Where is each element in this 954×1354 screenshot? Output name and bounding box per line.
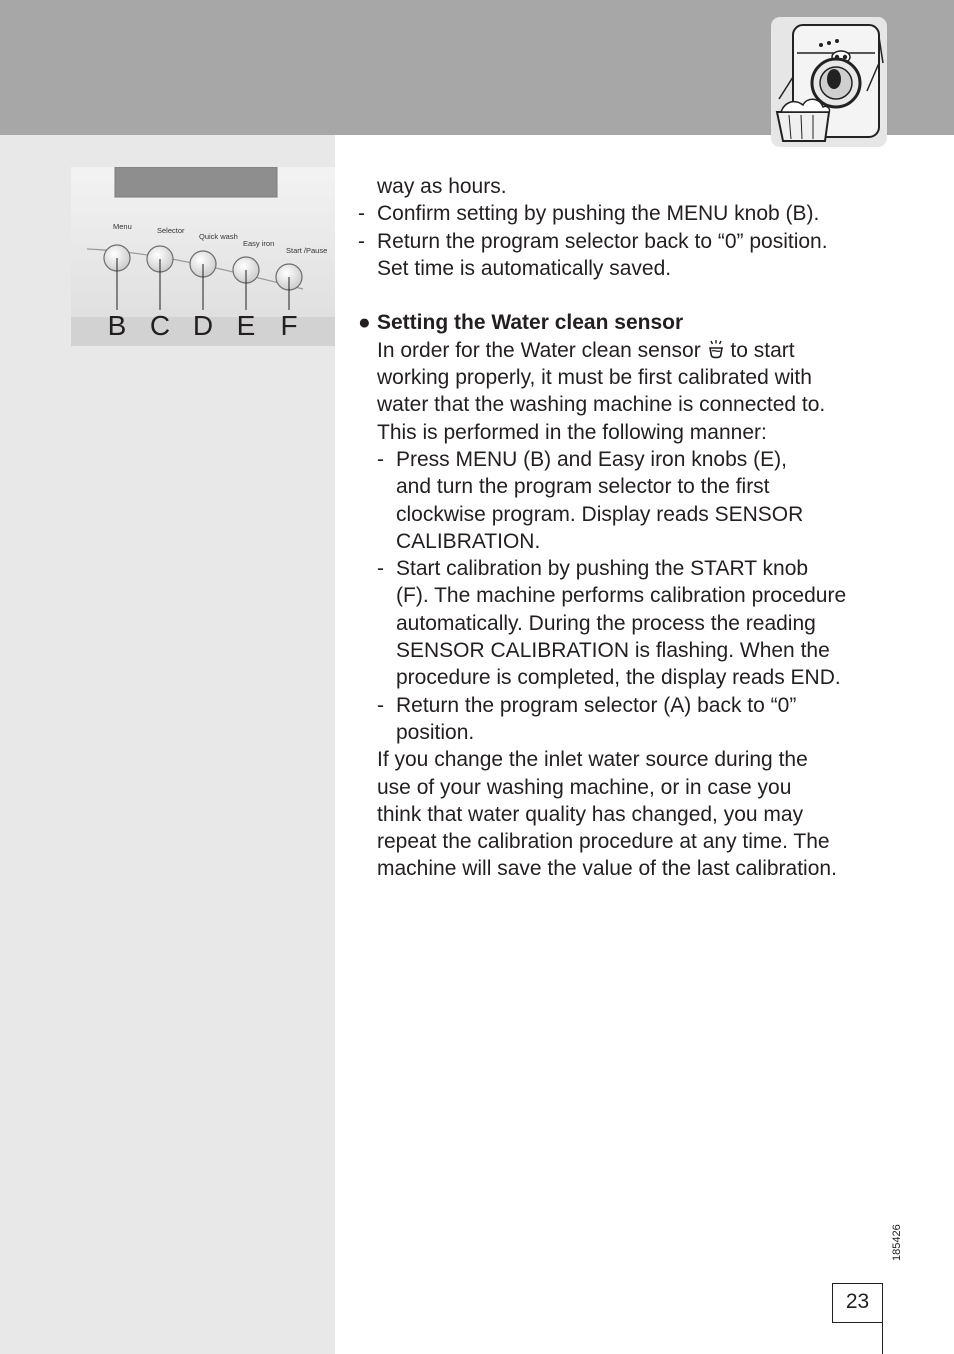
document-code — [888, 1221, 904, 1261]
dash-marker: - — [358, 202, 365, 226]
knob-label: Easy iron — [243, 239, 275, 248]
calibration-step-line: - Start calibration by pushing the START knob — [358, 555, 898, 582]
dash-marker: - — [358, 229, 365, 253]
knob-label: Menu — [113, 222, 132, 231]
closing-line: think that water quality has changed, you may — [377, 802, 804, 826]
calibration-step-line: procedure is completed, the display reads END. — [396, 666, 841, 690]
knob-label: Start /Pause — [286, 246, 328, 255]
calibration-step-line: and turn the program selector to the first — [396, 475, 770, 499]
dash-marker: - — [377, 557, 384, 581]
step-line: - Confirm setting by pushing the MENU knob (B). — [358, 200, 898, 227]
closing-line: machine will save the value of the last calibration. — [377, 857, 837, 881]
section-heading — [358, 309, 898, 336]
step-line: Set time is automatically saved. — [377, 256, 672, 280]
step-line: - Return the program selector back to “0” position. — [358, 228, 898, 255]
bullet-icon: ● — [358, 311, 371, 335]
control-panel-image — [71, 167, 335, 346]
closing-line: If you change the inlet water source during the — [377, 748, 808, 772]
page-number-rule — [882, 1323, 883, 1354]
knob-letter: F — [280, 310, 298, 341]
closing-line: repeat the calibration procedure at any time. The — [377, 830, 830, 854]
knob-label: Quick wash — [199, 232, 238, 241]
closing-paragraph — [358, 746, 898, 882]
continued-line: way as hours. — [377, 175, 507, 198]
calibration-step-line: - Press MENU (B) and Easy iron knobs (E), — [358, 446, 898, 473]
water-clean-sensor-icon — [707, 339, 725, 359]
intro-line: working properly, it must be first calibrated with — [377, 366, 812, 390]
svg-text:185426: 185426 — [891, 1224, 903, 1261]
calibration-steps-list — [358, 446, 898, 746]
intro-text-after-icon: to start — [724, 338, 795, 362]
intro-first-line — [358, 337, 898, 364]
calibration-step-line: position. — [396, 720, 475, 744]
calibration-step-line: SENSOR CALIBRATION is flashing. When the — [396, 639, 830, 663]
intro-paragraph — [358, 364, 898, 446]
knob-letter: C — [149, 310, 171, 341]
steps-top-list — [358, 200, 898, 282]
page-number: 23 — [832, 1283, 883, 1323]
intro-line: water that the washing machine is connected to. — [377, 393, 826, 417]
knob-label: Selector — [157, 226, 185, 235]
calibration-step-line: - Return the program selector (A) back to “0” — [358, 692, 898, 719]
washing-machine-mascot — [771, 17, 887, 147]
calibration-step-line: CALIBRATION. — [396, 529, 541, 553]
knob-letter: E — [236, 310, 256, 341]
intro-line: This is performed in the following manner: — [377, 420, 767, 444]
dash-marker: - — [377, 693, 384, 717]
calibration-step-line: (F). The machine performs calibration procedure — [396, 584, 847, 608]
calibration-step-line: automatically. During the process the reading — [396, 611, 816, 635]
intro-text-before-icon: In order for the Water clean sensor — [377, 338, 707, 362]
knob-letter: B — [107, 310, 127, 341]
instructions-text — [358, 173, 898, 883]
dash-marker: - — [377, 447, 384, 471]
closing-line: use of your washing machine, or in case you — [377, 775, 792, 799]
section-title: Setting the Water clean sensor — [377, 311, 684, 335]
calibration-step-line: clockwise program. Display reads SENSOR — [396, 502, 804, 526]
knob-letter: D — [192, 310, 214, 341]
